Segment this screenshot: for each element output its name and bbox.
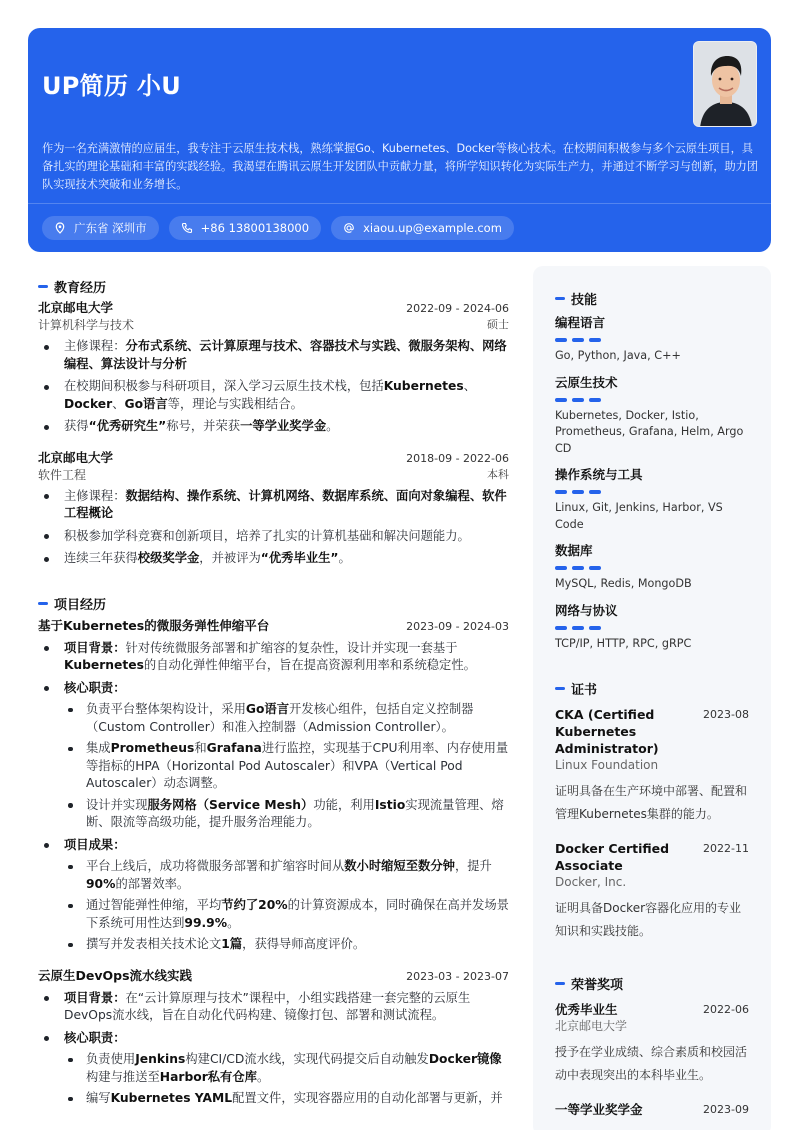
award-entry — [555, 1001, 749, 1087]
list-item: 项目成果： 平台上线后，成功将微服务部署和扩缩容时间从数小时缩短至数分钟，提升90%的部署效率。 通过智能弹性伸缩，平均节约了20%的计算资源成本，同时确保在高并发场景下系统可用性达到99.9%。 撰写并发表相关技术论文1篇，获得导师高度评价。 — [38, 837, 509, 954]
avatar-photo-icon — [694, 42, 757, 127]
skill-category: 网络与协议 — [555, 602, 618, 618]
list-item: 平台上线后，成功将微服务部署和扩缩容时间从数小时缩短至数分钟，提升90%的部署效率。 — [64, 858, 509, 893]
skill-group — [555, 314, 749, 365]
skill-category: 云原生技术 — [555, 374, 618, 390]
list-item: 在校期间积极参与科研项目，深入学习云原生技术栈，包括Kubernetes、Docker、Go语言等，理论与实践相结合。 — [38, 378, 509, 413]
section-marker — [38, 602, 48, 605]
list-item: 编写Kubernetes YAML配置文件，实现容器应用的自动化部署与更新，并 — [64, 1090, 509, 1108]
skill-group — [555, 542, 749, 593]
skill-level-indicator — [555, 626, 749, 630]
list-item: 主修课程：数据结构、操作系统、计算机网络、数据库系统、面向对象编程、软件工程概论 — [38, 488, 509, 523]
certificate-description: 证明具备Docker容器化应用的专业知识和实践技能。 — [555, 901, 742, 938]
award-description: 授予在学业成绩、综合素质和校园活动中表现突出的本科毕业生。 — [555, 1045, 748, 1082]
award-date: 2022-06 — [703, 1003, 749, 1016]
list-item: 通过智能弹性伸缩，平均节约了20%的计算资源成本，同时确保在高并发场景下系统可用性达到99.9%。 — [64, 897, 509, 932]
skill-level-indicator — [555, 398, 749, 402]
list-item: 核心职责： 负责平台整体架构设计，采用Go语言开发核心组件，包括自定义控制器（Custom Controller）和准入控制器（Admission Controller）。 集成Prometheus和Grafana进行监控，实现基于CPU利用率、内存使用量等指标的HPA（Horizontal Pod Autoscaler）和VPA（Vertical Pod Autoscaler）动态调整。 设计并实现服务网格（Service Mesh）功能，利用Istio实现流量管理、熔断、限流等高级功能，提升服务治理能力。 — [38, 680, 509, 832]
email-text: xiaou.up@example.com — [363, 221, 502, 235]
list-item: 项目背景：在“云计算原理与技术”课程中，小组实践搭建一套完整的云原生DevOps流水线，旨在自动化代码构建、镜像打包、部署和测试流程。 — [38, 990, 509, 1025]
certificate-date: 2022-11 — [703, 842, 749, 855]
skill-level-indicator — [555, 338, 749, 342]
avatar — [693, 41, 757, 127]
education-entry — [38, 300, 509, 436]
award-entry — [555, 1101, 749, 1118]
skill-group — [555, 374, 749, 458]
award-date: 2023-09 — [703, 1103, 749, 1116]
list-item: 集成Prometheus和Grafana进行监控，实现基于CPU利用率、内存使用量等指标的HPA（Horizontal Pod Autoscaler）和VPA（Vertical Pod Autoscaler）动态调整。 — [64, 740, 509, 793]
skills-section-title: 技能 — [555, 288, 749, 308]
project-name: 云原生DevOps流水线实践 — [38, 967, 193, 983]
degree: 本科 — [487, 467, 509, 481]
award-name: 优秀毕业生 — [555, 1002, 618, 1017]
project-bullets — [38, 640, 509, 954]
projects-section-title: 项目经历 — [38, 594, 509, 614]
list-item: 主修课程：分布式系统、云计算原理与技术、容器技术与实践、微服务架构、网络编程、算法设计与分析 — [38, 338, 509, 373]
project-name: 基于Kubernetes的微服务弹性伸缩平台 — [38, 617, 270, 633]
skill-category: 操作系统与工具 — [555, 467, 643, 482]
certificates-section-title: 证书 — [555, 678, 749, 698]
education-date: 2018-09 - 2022-06 — [406, 451, 509, 465]
degree: 硕士 — [487, 318, 509, 331]
duties-list — [64, 1051, 509, 1108]
duties-list — [64, 701, 509, 832]
phone-text: +86 13800138000 — [200, 221, 310, 235]
major: 计算机科学与技术 — [38, 318, 135, 332]
personal-summary: 作为一名充满激情的应届生，我专注于云原生技术栈，熟练掌握Go、Kubernetes、Docker等核心技术。在校期间积极参与多个云原生项目，具备扎实的理论基础和丰富的实践经验。我渴望在腾讯云原生开发团队中贡献力量，将所学知识转化为实际生产力，并通过不断学习与创新，助力团队实现技术突破和业务增长。 — [42, 142, 759, 191]
certificate-issuer: Docker, Inc. — [555, 875, 627, 889]
results-list — [64, 858, 509, 954]
section-marker — [555, 687, 565, 690]
award-issuer: 北京邮电大学 — [555, 1019, 628, 1033]
contact-list — [42, 216, 514, 240]
certificate-entry — [555, 840, 749, 943]
project-entry — [38, 618, 509, 954]
skill-category: 编程语言 — [555, 315, 606, 330]
skill-items: TCP/IP, HTTP, RPC, gRPC — [555, 636, 692, 650]
school-name: 北京邮电大学 — [38, 300, 114, 315]
phone-icon — [181, 222, 193, 234]
list-item: 负责使用Jenkins构建CI/CD流水线，实现代码提交后自动触发Docker镜像构建与推送至Harbor私有仓库。 — [64, 1051, 509, 1086]
header-divider — [28, 203, 771, 204]
map-pin-icon — [54, 222, 66, 234]
education-section-title: 教育经历 — [38, 276, 509, 296]
education-bullets — [38, 338, 509, 436]
school-name: 北京邮电大学 — [38, 449, 114, 465]
skill-items: Linux, Git, Jenkins, Harbor, VS Code — [555, 501, 723, 531]
skill-group — [555, 466, 749, 533]
email-chip[interactable] — [331, 216, 514, 240]
certificate-entry — [555, 706, 749, 826]
list-item: 设计并实现服务网格（Service Mesh）功能，利用Istio实现流量管理、熔断、限流等高级功能，提升服务治理能力。 — [64, 797, 509, 832]
list-item: 核心职责： 负责使用Jenkins构建CI/CD流水线，实现代码提交后自动触发Docker镜像构建与推送至Harbor私有仓库。 编写Kubernetes YAML配置文件，实现容器应用的自动化部署与更新，并 — [38, 1030, 509, 1108]
skill-items: Kubernetes, Docker, Istio, Prometheus, Grafana, Helm, Argo CD — [555, 408, 744, 455]
section-marker — [555, 297, 565, 300]
skill-items: MySQL, Redis, MongoDB — [555, 577, 692, 590]
education-entry — [38, 450, 509, 568]
project-date: 2023-09 - 2024-03 — [406, 619, 509, 633]
location-chip — [42, 216, 159, 240]
certificate-name: CKA (Certified Kubernetes Administrator) — [555, 707, 659, 756]
project-date: 2023-03 - 2023-07 — [406, 969, 509, 983]
education-bullets — [38, 488, 509, 568]
list-item: 积极参加学科竞赛和创新项目，培养了扎实的计算机基础和解决问题能力。 — [38, 528, 509, 546]
project-entry — [38, 968, 509, 1108]
at-sign-icon — [343, 222, 355, 234]
skill-group — [555, 602, 749, 653]
certificate-date: 2023-08 — [703, 708, 749, 721]
skill-category: 数据库 — [555, 543, 593, 558]
certificate-issuer: Linux Foundation — [555, 758, 659, 772]
skill-items: Go, Python, Java, C++ — [555, 349, 681, 362]
certificate-description: 证明具备在生产环境中部署、配置和管理Kubernetes集群的能力。 — [555, 784, 748, 821]
sidebar — [533, 266, 771, 1130]
project-bullets — [38, 990, 509, 1108]
major: 软件工程 — [38, 467, 87, 482]
list-item: 项目背景：针对传统微服务部署和扩缩容的复杂性，设计并实现一套基于Kubernetes的自动化弹性伸缩平台，旨在提高资源利用率和系统稳定性。 — [38, 640, 509, 675]
resume-header — [28, 28, 771, 252]
award-name: 一等学业奖学金 — [555, 1102, 643, 1117]
resume-title: UP简历 小U — [42, 72, 182, 100]
list-item: 撰写并发表相关技术论文1篇，获得导师高度评价。 — [64, 936, 509, 954]
skill-level-indicator — [555, 566, 749, 570]
education-date: 2022-09 - 2024-06 — [406, 302, 509, 315]
awards-section-title: 荣誉奖项 — [555, 973, 749, 993]
section-marker — [555, 982, 565, 985]
list-item: 负责平台整体架构设计，采用Go语言开发核心组件，包括自定义控制器（Custom Controller）和准入控制器（Admission Controller）。 — [64, 701, 509, 736]
list-item: 获得“优秀研究生”称号，并荣获一等学业奖学金。 — [38, 418, 509, 436]
main-column — [38, 276, 509, 1108]
location-text: 广东省 深圳市 — [74, 221, 147, 235]
skill-level-indicator — [555, 490, 749, 494]
list-item: 连续三年获得校级奖学金，并被评为“优秀毕业生”。 — [38, 550, 509, 568]
section-marker — [38, 285, 48, 288]
phone-chip[interactable] — [169, 216, 321, 240]
certificate-name: Docker Certified Associate — [555, 841, 670, 873]
